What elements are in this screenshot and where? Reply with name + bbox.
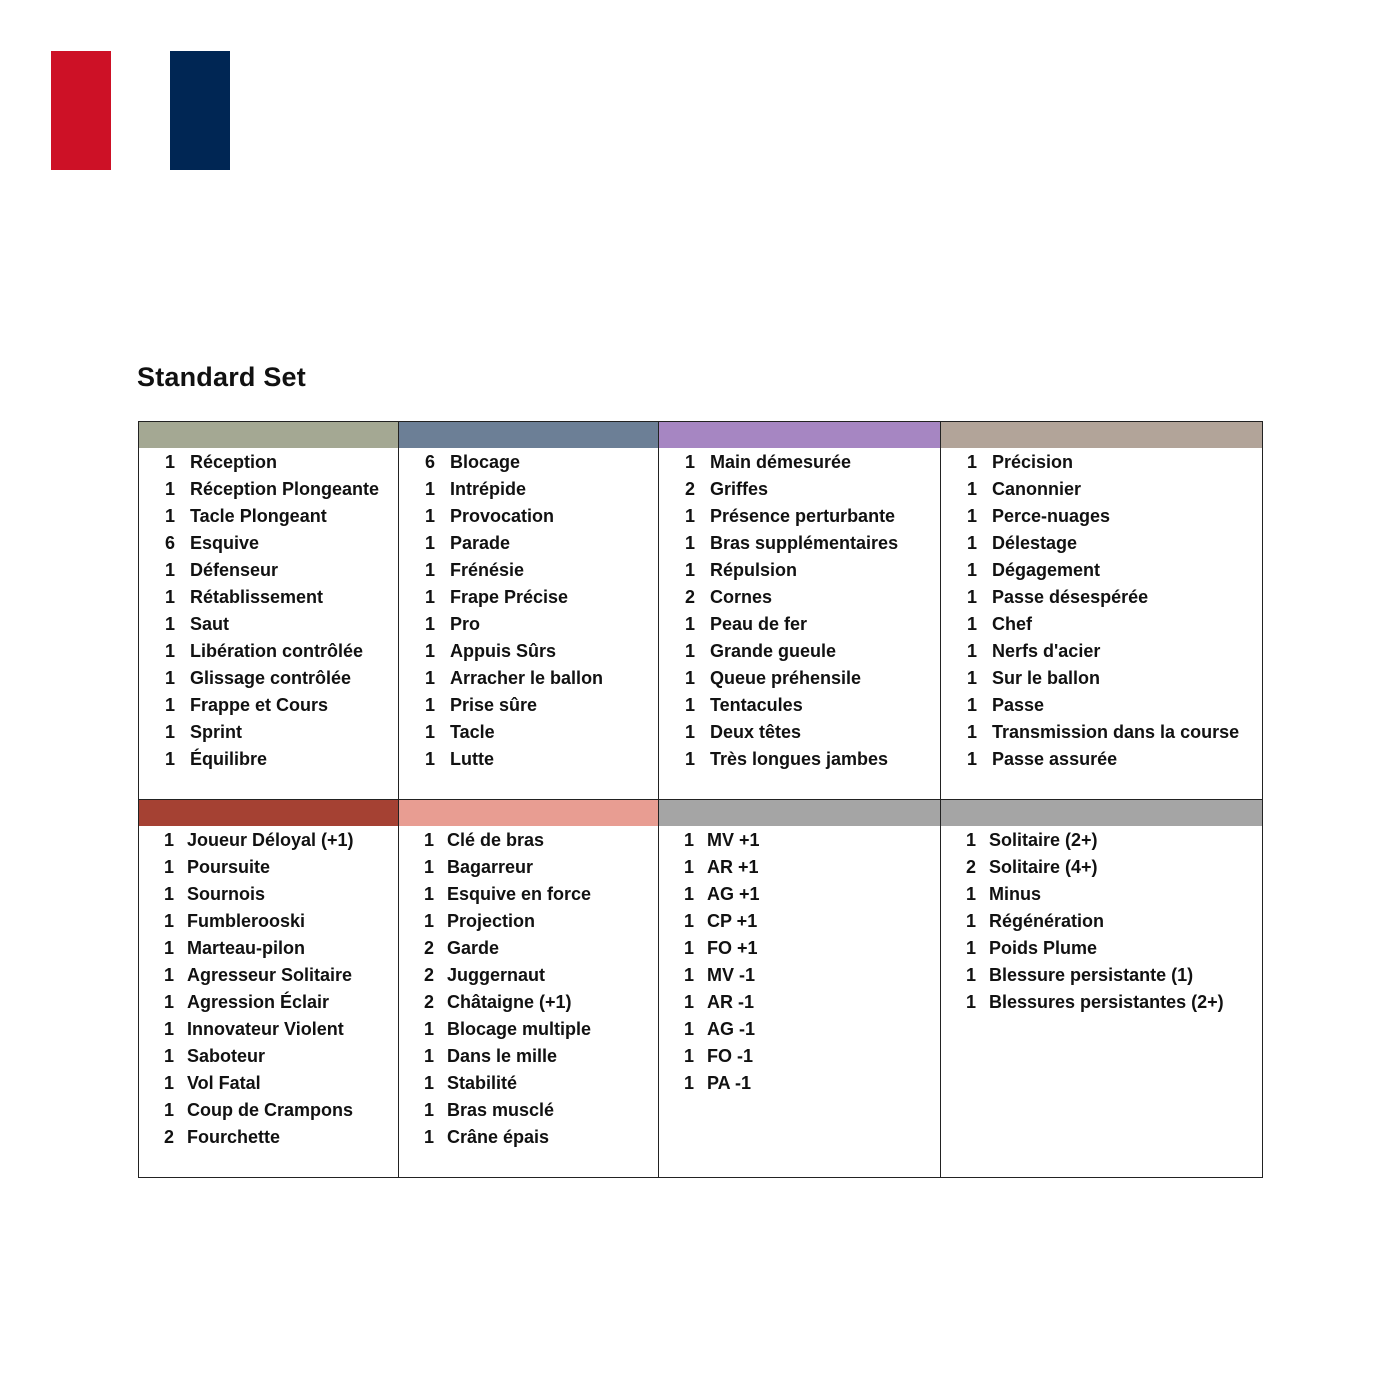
skill-list-item	[659, 746, 940, 773]
skill-list-item	[941, 692, 1262, 719]
skill-quantity: 1	[423, 1046, 434, 1066]
category-color-bar	[139, 422, 398, 448]
skill-quantity: 1	[965, 992, 976, 1012]
skill-quantity: 1	[424, 749, 435, 769]
skill-list-item	[139, 854, 398, 881]
skill-list-item	[399, 935, 658, 962]
skill-list-item	[399, 854, 658, 881]
skill-quantity: 1	[683, 830, 694, 850]
skill-name: Bagarreur	[447, 857, 534, 877]
skill-list-item	[139, 503, 398, 530]
skill-category-cell	[659, 422, 941, 800]
skill-list-item	[399, 989, 658, 1016]
skill-list-item	[941, 557, 1262, 584]
skill-name: Rétablissement	[190, 587, 324, 607]
skill-quantity: 1	[684, 668, 695, 688]
skill-quantity: 1	[163, 1100, 174, 1120]
skill-quantity: 1	[164, 587, 175, 607]
skill-quantity: 1	[164, 695, 175, 715]
skill-quantity: 1	[164, 614, 175, 634]
skill-quantity: 2	[684, 587, 695, 607]
skill-list-item	[139, 962, 398, 989]
skill-quantity: 1	[683, 965, 694, 985]
skill-list-item	[399, 611, 658, 638]
skill-quantity: 1	[683, 992, 694, 1012]
skill-list-item	[139, 719, 398, 746]
skill-list	[139, 826, 398, 1151]
skill-category-cell	[399, 422, 659, 800]
flag-band-red	[51, 51, 111, 170]
skill-name: Présence perturbante	[710, 506, 896, 526]
skill-quantity: 1	[966, 533, 977, 553]
skill-list-item	[139, 1070, 398, 1097]
skill-quantity: 1	[965, 938, 976, 958]
skill-quantity: 1	[683, 1019, 694, 1039]
skill-quantity: 1	[424, 506, 435, 526]
skill-name: Glissage contrôlée	[190, 668, 352, 688]
skill-quantity: 1	[684, 722, 695, 742]
skill-name: Sprint	[190, 722, 242, 742]
skill-list-item	[399, 908, 658, 935]
skill-name: Châtaigne (+1)	[447, 992, 572, 1012]
skill-name: Bras musclé	[447, 1100, 555, 1120]
skill-name: Sournois	[187, 884, 266, 904]
skill-list-item	[941, 449, 1262, 476]
skill-name: Transmission dans la course	[992, 722, 1240, 742]
skill-name: Garde	[447, 938, 500, 958]
skill-list-item	[399, 476, 658, 503]
skill-list	[941, 826, 1262, 1016]
skill-quantity: 1	[684, 533, 695, 553]
skill-quantity: 1	[164, 749, 175, 769]
skill-category-cell	[941, 800, 1263, 1178]
skill-quantity: 1	[424, 587, 435, 607]
skill-quantity: 2	[163, 1127, 174, 1147]
skill-list-item	[399, 1070, 658, 1097]
skill-list-item	[139, 1124, 398, 1151]
french-flag-image	[51, 51, 230, 170]
skill-name: FO -1	[707, 1046, 754, 1066]
skill-list-item	[139, 989, 398, 1016]
skill-quantity: 1	[423, 1073, 434, 1093]
skill-list-item	[399, 1016, 658, 1043]
skill-name: Délestage	[992, 533, 1078, 553]
category-color-bar	[941, 422, 1262, 448]
skill-list-item	[399, 584, 658, 611]
skill-list-item	[139, 692, 398, 719]
skill-quantity: 1	[966, 479, 977, 499]
skill-list-item	[941, 989, 1262, 1016]
skill-list-item	[659, 881, 940, 908]
skill-name: Chef	[992, 614, 1032, 634]
skill-list-item	[399, 1124, 658, 1151]
skill-name: Esquive en force	[447, 884, 592, 904]
skill-quantity: 1	[164, 722, 175, 742]
skill-quantity: 1	[423, 857, 434, 877]
skill-quantity: 6	[164, 533, 175, 553]
skill-name: Main démesurée	[710, 452, 852, 472]
skill-quantity: 1	[683, 884, 694, 904]
skill-quantity: 1	[683, 857, 694, 877]
skill-quantity: 1	[164, 560, 175, 580]
skill-list-item	[941, 638, 1262, 665]
skill-list-item	[139, 827, 398, 854]
skill-quantity: 1	[966, 641, 977, 661]
category-color-bar	[399, 800, 658, 826]
skill-quantity: 1	[684, 452, 695, 472]
skill-list-item	[941, 611, 1262, 638]
skill-name: Sur le ballon	[992, 668, 1101, 688]
skill-quantity: 2	[423, 965, 434, 985]
category-color-bar	[941, 800, 1262, 826]
skill-name: AR -1	[707, 992, 755, 1012]
skill-list-item	[659, 1016, 940, 1043]
skill-quantity: 1	[683, 1073, 694, 1093]
skill-name: Passe	[992, 695, 1045, 715]
skill-quantity: 1	[164, 641, 175, 661]
skill-name: MV -1	[707, 965, 756, 985]
skill-quantity: 1	[163, 1046, 174, 1066]
skill-name: Provocation	[450, 506, 555, 526]
skill-name: Blocage	[450, 452, 521, 472]
skill-list-item	[399, 503, 658, 530]
skill-quantity: 1	[966, 722, 977, 742]
skill-quantity: 1	[966, 695, 977, 715]
skill-list-item	[659, 719, 940, 746]
skill-list-item	[941, 584, 1262, 611]
skill-list-item	[139, 611, 398, 638]
skill-name: Libération contrôlée	[190, 641, 364, 661]
skill-list-item	[139, 746, 398, 773]
skill-quantity: 1	[966, 506, 977, 526]
skill-list-item	[399, 881, 658, 908]
skill-list-item	[659, 692, 940, 719]
skill-list	[399, 448, 658, 773]
skill-quantity: 2	[684, 479, 695, 499]
skill-quantity: 1	[965, 884, 976, 904]
skill-name: Canonnier	[992, 479, 1082, 499]
skill-quantity: 1	[965, 830, 976, 850]
skill-quantity: 1	[423, 884, 434, 904]
skill-name: Arracher le ballon	[450, 668, 604, 688]
skill-category-cell	[941, 422, 1263, 800]
skill-list-item	[399, 557, 658, 584]
skill-quantity: 1	[965, 965, 976, 985]
skill-list-item	[941, 854, 1262, 881]
skill-name: Juggernaut	[447, 965, 546, 985]
skill-quantity: 1	[424, 533, 435, 553]
skill-list-item	[659, 827, 940, 854]
skill-quantity: 1	[966, 668, 977, 688]
skill-list-item	[941, 827, 1262, 854]
skill-quantity: 1	[966, 560, 977, 580]
skill-list-item	[941, 530, 1262, 557]
skill-list-item	[659, 665, 940, 692]
skill-quantity: 1	[424, 668, 435, 688]
skill-name: Projection	[447, 911, 536, 931]
skill-quantity: 1	[424, 722, 435, 742]
skill-name: Parade	[450, 533, 511, 553]
skill-list-item	[659, 962, 940, 989]
skill-list-item	[399, 449, 658, 476]
skill-name: AR +1	[707, 857, 759, 877]
skill-name: Vol Fatal	[187, 1073, 261, 1093]
skill-quantity: 1	[164, 506, 175, 526]
skill-name: Saut	[190, 614, 230, 634]
skill-name: Agresseur Solitaire	[187, 965, 353, 985]
table-row	[139, 800, 1263, 1178]
skill-list-item	[139, 665, 398, 692]
skill-name: Intrépide	[450, 479, 527, 499]
skill-name: Blessure persistante (1)	[989, 965, 1194, 985]
skill-quantity: 1	[965, 911, 976, 931]
skill-name: Esquive	[190, 533, 260, 553]
flag-band-white	[111, 51, 171, 170]
skill-list-item	[659, 989, 940, 1016]
skill-quantity: 1	[423, 830, 434, 850]
skill-quantity: 1	[424, 479, 435, 499]
skill-name: Frénésie	[450, 560, 525, 580]
skill-quantity: 1	[164, 452, 175, 472]
skill-list-item	[941, 962, 1262, 989]
skill-list-item	[139, 530, 398, 557]
skill-name: Cornes	[710, 587, 773, 607]
skill-name: Équilibre	[190, 749, 268, 769]
skill-name: Lutte	[450, 749, 494, 769]
skill-category-cell	[139, 800, 399, 1178]
skill-name: Bras supplémentaires	[710, 533, 899, 553]
skill-list-item	[399, 1043, 658, 1070]
skill-name: Dans le mille	[447, 1046, 558, 1066]
skill-name: Innovateur Violent	[187, 1019, 344, 1039]
skill-quantity: 1	[966, 587, 977, 607]
skill-list-item	[941, 503, 1262, 530]
skill-list-item	[139, 476, 398, 503]
skill-name: CP +1	[707, 911, 758, 931]
skill-quantity: 1	[423, 1100, 434, 1120]
category-color-bar	[659, 800, 940, 826]
skill-list-item	[139, 935, 398, 962]
skill-quantity: 1	[163, 911, 174, 931]
skill-name: Pro	[450, 614, 481, 634]
skill-name: Saboteur	[187, 1046, 266, 1066]
skill-list-item	[941, 935, 1262, 962]
skill-name: Répulsion	[710, 560, 798, 580]
skill-name: Défenseur	[190, 560, 279, 580]
skill-list-item	[139, 449, 398, 476]
skill-quantity: 1	[683, 938, 694, 958]
skill-name: Passe assurée	[992, 749, 1118, 769]
skill-list-item	[399, 1097, 658, 1124]
skill-category-cell	[659, 800, 941, 1178]
skill-list-item	[941, 719, 1262, 746]
skill-list-item	[139, 557, 398, 584]
skill-quantity: 6	[424, 452, 435, 472]
skill-list-item	[139, 1016, 398, 1043]
skill-list-item	[659, 530, 940, 557]
skill-name: PA -1	[707, 1073, 752, 1093]
skill-quantity: 1	[163, 884, 174, 904]
skill-list-item	[139, 584, 398, 611]
skill-name: AG -1	[707, 1019, 756, 1039]
skill-name: Nerfs d'acier	[992, 641, 1101, 661]
skill-name: Marteau-pilon	[187, 938, 306, 958]
skill-quantity: 1	[423, 1019, 434, 1039]
skill-name: MV +1	[707, 830, 760, 850]
skill-list-item	[139, 908, 398, 935]
skill-quantity: 1	[163, 992, 174, 1012]
skill-quantity: 2	[423, 992, 434, 1012]
skill-name: Queue préhensile	[710, 668, 862, 688]
skill-name: Perce-nuages	[992, 506, 1111, 526]
skill-quantity: 1	[684, 506, 695, 526]
skill-name: Frappe et Cours	[190, 695, 329, 715]
skill-list-item	[941, 476, 1262, 503]
category-color-bar	[659, 422, 940, 448]
skill-list-item	[139, 1043, 398, 1070]
skill-list-item	[399, 827, 658, 854]
skill-quantity: 1	[163, 830, 174, 850]
skill-quantity: 1	[164, 479, 175, 499]
skill-quantity: 1	[423, 1127, 434, 1147]
skill-quantity: 1	[424, 560, 435, 580]
skill-name: Précision	[992, 452, 1074, 472]
skill-category-cell	[399, 800, 659, 1178]
skill-list-item	[941, 665, 1262, 692]
table-row	[139, 422, 1263, 800]
page-title: Standard Set	[137, 362, 306, 392]
skill-name: Solitaire (2+)	[989, 830, 1098, 850]
skill-quantity: 1	[966, 749, 977, 769]
skill-name: Passe désespérée	[992, 587, 1149, 607]
skill-list-item	[659, 935, 940, 962]
skill-name: Réception	[190, 452, 278, 472]
skill-list-item	[659, 1070, 940, 1097]
skill-name: Très longues jambes	[710, 749, 889, 769]
skill-list-item	[399, 530, 658, 557]
skill-quantity: 1	[966, 452, 977, 472]
skill-name: Tentacules	[710, 695, 803, 715]
skill-list-item	[659, 557, 940, 584]
skill-name: Dégagement	[992, 560, 1101, 580]
skills-table	[138, 421, 1263, 1178]
skill-name: Poids Plume	[989, 938, 1098, 958]
skill-name: Tacle	[450, 722, 495, 742]
skill-quantity: 2	[423, 938, 434, 958]
skill-quantity: 1	[683, 1046, 694, 1066]
skill-list-item	[399, 638, 658, 665]
skill-list-item	[399, 665, 658, 692]
skill-quantity: 2	[965, 857, 976, 877]
skill-quantity: 1	[683, 911, 694, 931]
skill-name: Grande gueule	[710, 641, 837, 661]
skill-name: Deux têtes	[710, 722, 802, 742]
skill-list-item	[659, 638, 940, 665]
skill-name: Joueur Déloyal (+1)	[187, 830, 354, 850]
skill-name: Réception Plongeante	[190, 479, 380, 499]
skill-quantity: 1	[424, 614, 435, 634]
skill-quantity: 1	[163, 857, 174, 877]
skill-name: Stabilité	[447, 1073, 518, 1093]
skill-quantity: 1	[684, 560, 695, 580]
skill-quantity: 1	[163, 1019, 174, 1039]
skill-quantity: 1	[163, 938, 174, 958]
skill-list-item	[399, 746, 658, 773]
skill-name: Prise sûre	[450, 695, 538, 715]
skill-list-item	[659, 854, 940, 881]
skill-list	[659, 448, 940, 773]
skill-list-item	[659, 584, 940, 611]
skill-list-item	[139, 881, 398, 908]
skill-list-item	[399, 719, 658, 746]
skill-list-item	[659, 476, 940, 503]
skill-name: Clé de bras	[447, 830, 545, 850]
skill-name: Frape Précise	[450, 587, 569, 607]
skill-quantity: 1	[684, 695, 695, 715]
skill-quantity: 1	[684, 641, 695, 661]
skill-name: Tacle Plongeant	[190, 506, 327, 526]
skill-list	[399, 826, 658, 1151]
skill-name: Appuis Sûrs	[450, 641, 557, 661]
skill-list-item	[941, 908, 1262, 935]
skill-name: Minus	[989, 884, 1041, 904]
skill-name: Solitaire (4+)	[989, 857, 1098, 877]
skill-quantity: 1	[684, 614, 695, 634]
skill-list-item	[659, 503, 940, 530]
skill-list-item	[139, 1097, 398, 1124]
skill-quantity: 1	[423, 911, 434, 931]
skill-name: FO +1	[707, 938, 758, 958]
skill-name: Régénération	[989, 911, 1105, 931]
skill-list-item	[659, 611, 940, 638]
skill-name: Coup de Crampons	[187, 1100, 354, 1120]
skill-list-item	[941, 746, 1262, 773]
skill-name: Agression Éclair	[187, 992, 330, 1012]
skill-list-item	[941, 881, 1262, 908]
skill-list-item	[659, 908, 940, 935]
skill-list-item	[659, 1043, 940, 1070]
skill-name: Fumblerooski	[187, 911, 306, 931]
skill-name: Poursuite	[187, 857, 271, 877]
skill-quantity: 1	[424, 695, 435, 715]
skill-quantity: 1	[966, 614, 977, 634]
skill-list-item	[659, 449, 940, 476]
skill-list	[941, 448, 1262, 773]
skill-name: Peau de fer	[710, 614, 808, 634]
skill-quantity: 1	[424, 641, 435, 661]
skill-category-cell	[139, 422, 399, 800]
skill-list-item	[399, 692, 658, 719]
skill-name: Crâne épais	[447, 1127, 550, 1147]
skill-list-item	[139, 638, 398, 665]
flag-band-blue	[170, 51, 230, 170]
skill-list-item	[399, 962, 658, 989]
skill-name: Griffes	[710, 479, 769, 499]
skill-name: Fourchette	[187, 1127, 281, 1147]
skill-quantity: 1	[163, 965, 174, 985]
skill-list	[139, 448, 398, 773]
skill-quantity: 1	[684, 749, 695, 769]
skill-list	[659, 826, 940, 1097]
category-color-bar	[139, 800, 398, 826]
skill-quantity: 1	[163, 1073, 174, 1093]
skill-quantity: 1	[164, 668, 175, 688]
category-color-bar	[399, 422, 658, 448]
skill-name: AG +1	[707, 884, 760, 904]
skill-name: Blessures persistantes (2+)	[989, 992, 1224, 1012]
skill-name: Blocage multiple	[447, 1019, 592, 1039]
